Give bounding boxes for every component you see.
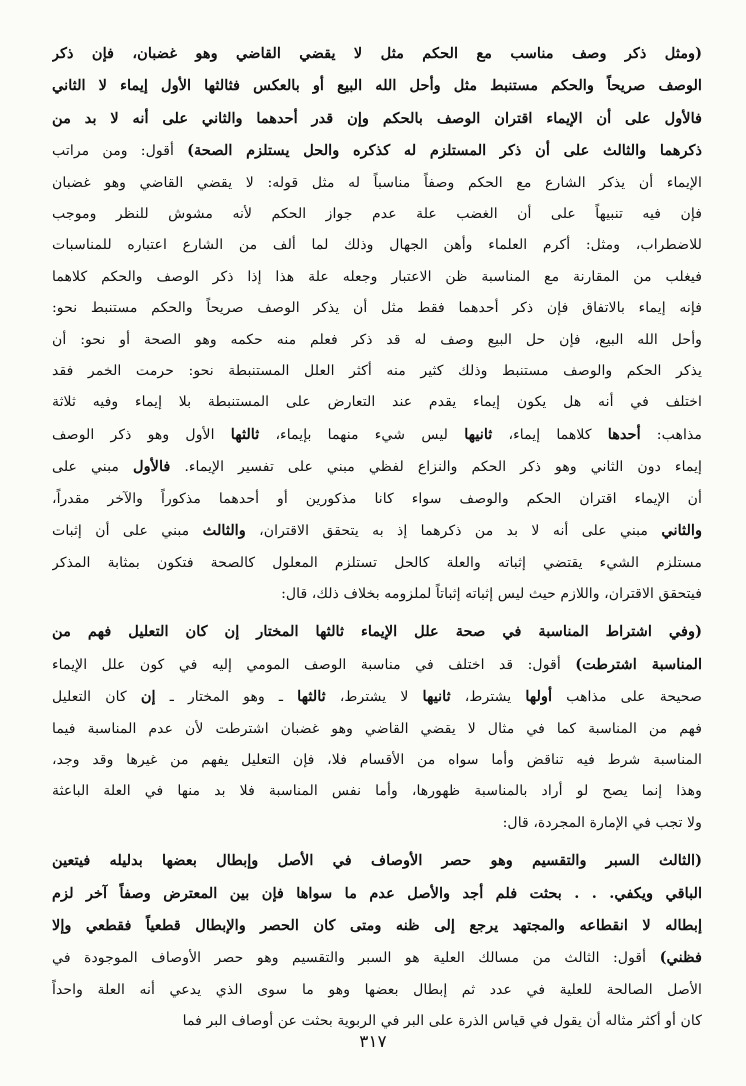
body-text: فهم من المناسبة كما في مثال لا يقضي القاضي وهو غضبان اشترطت لأن عدم المناسبة فيما xyxy=(52,720,702,737)
text-line xyxy=(52,199,702,230)
bold-text: فظني) xyxy=(659,949,702,967)
body-text: فيغلب من المقارنة مع المناسبة ظن الاعتبار وجعله علة هذا إذا ذكر الوصف والحكم كلاهما xyxy=(52,268,702,285)
bold-text: (الثالث السبر والتقسيم وهو حصر الأوصاف في الأصل وإبطال بعضها بدليله فيتعين xyxy=(52,852,702,870)
bold-text: أحدها xyxy=(607,425,641,443)
body-text: ـ وهو المختار ـ xyxy=(155,689,298,706)
body-text: مبني على xyxy=(52,459,133,476)
text-line xyxy=(52,135,702,167)
body-text: مبني على أن إثبات xyxy=(52,523,203,540)
body-text: فإنه إيماء بالاتفاق فإن ذكر أحدهما فقط مثل أن يذكر الوصف صريحاً والحكم مستنبط نحو: xyxy=(52,300,702,317)
body-text: كلاهما إيماء، xyxy=(492,426,608,443)
page-text xyxy=(52,38,702,1042)
text-line xyxy=(52,356,702,387)
text-line xyxy=(52,451,702,483)
text-line xyxy=(52,103,702,135)
body-text: وأحل الله البيع، فإن حل البيع وصف له قد ذكر فعلم منه حكمه وهو الصحة أو نحو: أن xyxy=(52,331,702,348)
bold-text: إن xyxy=(140,688,156,706)
bold-text: ذكرهما والثالث على أن ذكر المستلزم له كذكره والحل يستلزم الصحة) xyxy=(187,142,702,160)
bold-text: (ومثل ذكر وصف مناسب مع الحكم مثل لا يقضي القاضي وهو غضبان، فإن ذكر xyxy=(52,45,702,62)
text-line xyxy=(52,714,702,745)
body-text: فإن فيه تنبيهاً على أن الغضب علة عدم جواز الحكم لأنه مشوش للنظر وموجب xyxy=(52,206,702,223)
text-line xyxy=(52,484,702,515)
bold-text: (وفي اشتراط المناسبة في صحة علل الإيماء ثالثها المختار إن كان التعليل فهم من xyxy=(52,623,702,641)
body-text: مبني على أنه لا بد من ذكرهما إذ به يتحقق الاقتران، xyxy=(245,523,662,540)
body-text: كان التعليل xyxy=(52,689,141,706)
bold-text: المناسبة اشترطت) xyxy=(575,655,702,673)
bold-text: الباقي ويكفي. . . بحثت فلم أجد والأصل عدم ما سواها فإن بين المعترض وصفاً آخر لزم xyxy=(52,884,702,902)
text-line xyxy=(52,616,702,648)
body-text: المناسبة شرط فيه تناقض وأما سواه من الأقسام فلا، فإن التعليل يفهم من غيرها وقد وجد، xyxy=(52,751,702,768)
body-text: ليس شيء منهما بإيماء، xyxy=(259,426,465,443)
text-line xyxy=(52,649,702,681)
body-text: وهذا إنما يصح لو أراد بالمناسبة ظهورها، وأما نفس المناسبة فلا بد منها في العلة الباعثة xyxy=(52,783,702,800)
text-line xyxy=(52,975,702,1006)
body-text: لا يشترط، xyxy=(325,689,423,706)
text-line xyxy=(52,845,702,877)
paragraph-p3 xyxy=(52,845,702,1037)
body-text: ولا تجب في الإمارة المجردة، قال: xyxy=(502,814,702,831)
body-text: للاضطراب، ومثل: أكرم العلماء وأهن الجهال وذلك لما ألف من الشارع اعتباره للمناسبات xyxy=(52,237,702,254)
body-text: أقول: الثالث من مسالك العلية هو السبر والتقسيم وهو حصر الأوصاف الموجودة في xyxy=(52,950,660,967)
body-text: الأصل الصالحة للعلية في عدد ثم إبطال بعضها وهو ما سوى الذي يدعي أنه العلة واحداً xyxy=(52,981,702,998)
bold-text: الوصف صريحاً والحكم مستنبط مثل وأحل الله البيع أو بالعكس فثالثها الأول إيماء لا الثاني xyxy=(52,77,702,95)
bold-text: ثالثها xyxy=(297,688,326,706)
body-text: الإيماء أن يذكر الشارع مع الحكم وصفاً مناسباً له مثل قوله: لا يقضي القاضي وهو غضبان xyxy=(52,174,702,191)
text-line xyxy=(52,38,702,70)
bold-text: ثالثها xyxy=(230,425,260,443)
body-text: الأول وهو ذكر الوصف xyxy=(52,426,231,443)
body-text: أقول: ومن مراتب xyxy=(52,143,188,160)
paragraph-p1 xyxy=(52,38,702,610)
body-text: كان أو أكثر مثاله أن يقول في قياس الذرة على البر في الربوية بحثت عن أوصاف البر فما xyxy=(182,1013,702,1030)
text-line xyxy=(52,681,702,713)
text-line xyxy=(52,942,702,974)
page-number: ٣١٧ xyxy=(359,1032,387,1052)
bold-text: ثانيها xyxy=(422,688,451,706)
text-line xyxy=(52,776,702,807)
body-text: إيماء دون الثاني وهو ذكر الحكم والنزاع لفظي مبني على تفسير الإيماء. xyxy=(170,459,702,476)
body-text: أن الإيماء اقتران الحكم والوصف سواء كانا مذكورين أو أحدهما مذكوراً والآخر مقدراً، xyxy=(52,490,702,507)
paragraph-p2 xyxy=(52,616,702,839)
body-text: أقول: قد اختلف في مناسبة الوصف المومي إليه في كون علل الإيماء xyxy=(52,656,576,673)
text-line xyxy=(52,515,702,547)
text-line xyxy=(52,808,702,839)
bold-text: والثاني xyxy=(661,522,702,540)
body-text: مستلزم الشيء يقتضي إثباته والعلة كالحل تستلزم المعلول كالصحة فتكون بمثابة المذكر xyxy=(52,554,702,571)
bold-text: والثالث xyxy=(202,522,246,540)
text-line xyxy=(52,910,702,942)
text-line xyxy=(52,293,702,324)
text-line xyxy=(52,262,702,293)
text-line xyxy=(52,548,702,579)
text-line xyxy=(52,325,702,356)
bold-text: ثانيها xyxy=(464,425,493,443)
text-line xyxy=(52,387,702,418)
body-text: مذاهب: xyxy=(640,426,702,443)
text-line xyxy=(52,878,702,910)
body-text: صحيحة على مذاهب xyxy=(552,689,702,706)
text-line xyxy=(52,230,702,261)
body-text: فيتحقق الاقتران، واللازم حيث ليس إثباته إثباتاً لملزومه بخلاف ذلك، قال: xyxy=(281,585,702,602)
bold-text: فالأول xyxy=(132,458,171,476)
body-text: يذكر الحكم والوصف مستنبط وذلك كثير منه أكثر العلل المستنبطة نحو: حرمت الخمر فقد xyxy=(52,363,702,380)
body-text: اختلف في أنه هل يكون إيماء يقدم عند التعارض على المستنبطة بلا إيماء وفيه ثلاثة xyxy=(52,394,702,411)
bold-text: فالأول على أن الإيماء اقتران الوصف بالحكم وإن قدر أحدهما والثاني على أنه لا بد من xyxy=(52,109,702,127)
bold-text: إبطاله لا انقطاعه والمجتهد يرجع إلى ظنه ومتى كان الحصر والإبطال قطعياً فقطعي وإلا xyxy=(52,916,702,934)
text-line xyxy=(52,168,702,199)
text-line xyxy=(52,419,702,451)
text-line xyxy=(52,745,702,776)
text-line xyxy=(52,579,702,610)
bold-text: أولها xyxy=(525,688,553,706)
text-line xyxy=(52,70,702,102)
body-text: يشترط، xyxy=(450,689,526,706)
